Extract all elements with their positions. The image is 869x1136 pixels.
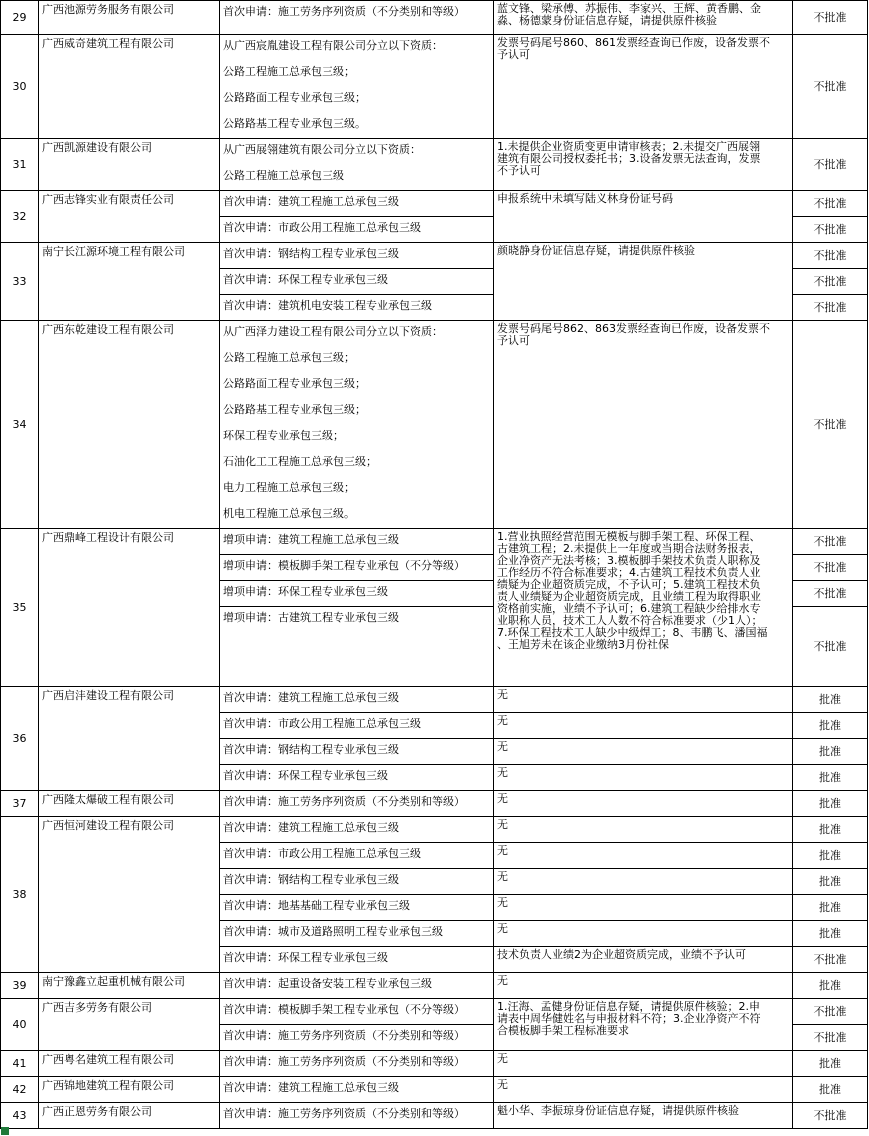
decision-text: 批准 <box>819 875 841 888</box>
application-item: 电力工程施工总承包三级； <box>223 481 355 494</box>
application-item: 首次申请：钢结构工程专业承包三级 <box>223 743 399 756</box>
decision-text: 批准 <box>819 927 841 940</box>
application-item: 首次申请：市政公用工程施工总承包三级 <box>223 717 421 730</box>
application-item: 首次申请：建筑工程施工总承包三级 <box>223 195 399 208</box>
review-result <box>493 190 793 243</box>
company-name-text: 南宁豫鑫立起重机械有限公司 <box>42 975 185 988</box>
company-name <box>38 1102 220 1129</box>
company-name-text: 广西威奇建筑工程有限公司 <box>42 37 174 50</box>
review-result <box>493 946 793 973</box>
row-number <box>0 790 39 817</box>
row-number-text: 38 <box>12 888 27 901</box>
decision-text: 批准 <box>819 1083 841 1096</box>
decision-cell <box>792 764 868 791</box>
decision-cell <box>792 920 868 947</box>
company-name-text: 广西粤名建筑工程有限公司 <box>42 1053 174 1066</box>
application-item: 首次申请：市政公用工程施工总承包三级 <box>223 221 421 234</box>
application-item: 首次申请：建筑机电安装工程专业承包三级 <box>223 299 432 312</box>
company-name <box>38 972 220 999</box>
review-result-line: 1.营业执照经营范围无模板与脚手架工程、环保工程、 <box>497 530 761 543</box>
application-item: 首次申请：施工劳务序列资质（不分类别和等级） <box>223 1055 465 1068</box>
company-name-text: 广西东乾建设工程有限公司 <box>42 323 174 336</box>
decision-text: 批准 <box>819 979 841 992</box>
company-name <box>38 528 220 687</box>
review-result <box>493 712 793 739</box>
company-name-text: 广西池源劳务服务有限公司 <box>42 3 174 16</box>
decision-text: 不批准 <box>813 587 847 600</box>
review-result-line: 1.未提供企业资质变更申请审核表；2.未提交广西展翎 <box>497 140 760 153</box>
decision-cell <box>792 1024 868 1051</box>
review-result-line: 魁小华、李振琼身份证信息存疑，请提供原件核验 <box>497 1104 739 1117</box>
decision-text: 批准 <box>819 771 841 784</box>
application-item-cell <box>219 580 494 607</box>
review-result-line: 予认可 <box>497 334 530 347</box>
application-item: 石油化工工程施工总承包三级； <box>223 455 377 468</box>
application-item-cell <box>219 528 494 555</box>
application-item-cell <box>219 712 494 739</box>
decision-text: 不批准 <box>813 1109 847 1122</box>
row-number-text: 33 <box>12 275 27 288</box>
row-number-text: 39 <box>12 979 27 992</box>
decision-cell <box>792 528 868 555</box>
company-name <box>38 34 220 139</box>
review-result-line: 申报系统中未填写陆义林身份证号码 <box>497 192 673 205</box>
row-number <box>0 686 39 791</box>
review-result-line: 古建筑工程；2.未提供上一年度或当期合法财务报表， <box>497 542 761 555</box>
decision-cell <box>792 712 868 739</box>
review-result <box>493 790 793 817</box>
row-number-text: 30 <box>12 80 27 93</box>
decision-cell <box>792 1076 868 1103</box>
decision-cell <box>792 894 868 921</box>
company-name-text: 广西正恩劳务有限公司 <box>42 1105 152 1118</box>
decision-text: 批准 <box>819 823 841 836</box>
decision-cell <box>792 606 868 687</box>
application-item-cell <box>219 946 494 973</box>
application-item: 首次申请：城市及道路照明工程专业承包三级 <box>223 925 443 938</box>
application-item: 首次申请：市政公用工程施工总承包三级 <box>223 847 421 860</box>
row-number <box>0 190 39 243</box>
application-item-cell <box>219 764 494 791</box>
decision-text: 批准 <box>819 745 841 758</box>
decision-cell <box>792 1050 868 1077</box>
application-item: 首次申请：施工劳务序列资质（不分类别和等级） <box>223 1029 465 1042</box>
review-result <box>493 972 793 999</box>
row-number-text: 42 <box>12 1083 27 1096</box>
application-item-cell <box>219 1102 494 1129</box>
decision-cell <box>792 294 868 321</box>
review-result-line: 请表中周华健姓名与申报材料不符；3.企业净资产不符 <box>497 1012 761 1025</box>
decision-cell <box>792 0 868 35</box>
review-result-line: 予认可 <box>497 48 530 61</box>
decision-cell <box>792 972 868 999</box>
review-result-line: 无 <box>497 844 508 857</box>
review-result-line: 不予认可 <box>497 164 541 177</box>
application-item: 公路工程施工总承包三级 <box>223 169 344 182</box>
decision-cell <box>792 868 868 895</box>
application-item: 首次申请：建筑工程施工总承包三级 <box>223 691 399 704</box>
decision-text: 不批准 <box>813 640 847 653</box>
company-name <box>38 998 220 1051</box>
decision-cell <box>792 138 868 191</box>
review-result-line: 无 <box>497 922 508 935</box>
review-result-line: 无 <box>497 688 508 701</box>
company-name <box>38 1050 220 1077</box>
row-number-text: 34 <box>12 418 27 431</box>
decision-text: 不批准 <box>813 953 847 966</box>
decision-text: 不批准 <box>813 1031 847 1044</box>
application-item: 公路路基工程专业承包三级； <box>223 403 366 416</box>
decision-cell <box>792 216 868 243</box>
application-item: 首次申请：钢结构工程专业承包三级 <box>223 247 399 260</box>
review-result-line: 蓝文锋、梁承傅、苏振伟、李家兴、王辉、黄香鹏、金 <box>497 2 761 15</box>
review-result <box>493 528 793 687</box>
application-item: 公路路面工程专业承包三级； <box>223 91 366 104</box>
row-number <box>0 972 39 999</box>
company-name <box>38 190 220 243</box>
decision-text: 不批准 <box>813 80 847 93</box>
review-result-line: 无 <box>497 974 508 987</box>
application-item: 首次申请：地基基础工程专业承包三级 <box>223 899 410 912</box>
review-result <box>493 816 793 843</box>
application-item-cell <box>219 790 494 817</box>
review-result <box>493 1102 793 1129</box>
company-name-text: 广西志锋实业有限责任公司 <box>42 193 174 206</box>
review-result <box>493 920 793 947</box>
review-result-line: 绩疑为企业超资质完成，不予认可；5.建筑工程技术负 <box>497 578 761 591</box>
row-number-text: 36 <box>12 732 27 745</box>
decision-cell <box>792 580 868 607</box>
application-item: 增项申请：建筑工程施工总承包三级 <box>223 533 399 546</box>
decision-text: 批准 <box>819 719 841 732</box>
application-item-cell <box>219 0 494 35</box>
decision-cell <box>792 686 868 713</box>
decision-cell <box>792 190 868 217</box>
application-item: 首次申请：模板脚手架工程专业承包（不分等级） <box>223 1003 465 1016</box>
review-result <box>493 686 793 713</box>
row-number <box>0 0 39 35</box>
sheet-corner-marker <box>1 1127 9 1135</box>
decision-text: 批准 <box>819 849 841 862</box>
application-item: 从广西宸胤建设工程有限公司分立以下资质： <box>223 39 443 52</box>
company-name-text: 广西鼎峰工程设计有限公司 <box>42 531 174 544</box>
review-result-line: 淼、杨德蒙身份证信息存疑，请提供原件核验 <box>497 14 717 27</box>
application-item: 增项申请：环保工程专业承包三级 <box>223 585 388 598</box>
row-number <box>0 998 39 1051</box>
decision-text: 批准 <box>819 693 841 706</box>
review-result-line: 企业净资产无法考核；3.模板脚手架技术负责人职称及 <box>497 554 761 567</box>
company-name <box>38 686 220 791</box>
review-result-line: 无 <box>497 818 508 831</box>
application-item-cell <box>219 920 494 947</box>
application-item-cell <box>219 294 494 321</box>
application-item-cell <box>219 894 494 921</box>
row-number-text: 40 <box>12 1018 27 1031</box>
application-items <box>219 320 494 529</box>
review-result-line: 发票号码尾号862、863发票经查询已作废，设备发票不 <box>497 322 770 335</box>
company-name-text: 广西隆太爆破工程有限公司 <box>42 793 174 806</box>
review-result-line: 1.汪海、孟健身份证信息存疑，请提供原件核验；2.申 <box>497 1000 760 1013</box>
row-number <box>0 528 39 687</box>
decision-text: 不批准 <box>813 561 847 574</box>
decision-text: 不批准 <box>813 418 847 431</box>
review-result-line: 无 <box>497 792 508 805</box>
decision-cell <box>792 946 868 973</box>
review-result-line: 颜晓静身份证信息存疑，请提供原件核验 <box>497 244 695 257</box>
row-number <box>0 1076 39 1103</box>
application-item-cell <box>219 686 494 713</box>
review-result-line: 无 <box>497 1078 508 1091</box>
decision-cell <box>792 268 868 295</box>
application-item: 首次申请：建筑工程施工总承包三级 <box>223 821 399 834</box>
decision-cell <box>792 34 868 139</box>
decision-cell <box>792 842 868 869</box>
company-name-text: 广西启沣建设工程有限公司 <box>42 689 174 702</box>
application-item: 首次申请：施工劳务序列资质（不分类别和等级） <box>223 1107 465 1120</box>
application-item-cell <box>219 216 494 243</box>
application-item-cell <box>219 554 494 581</box>
review-result-line: 7.环保工程技术工人缺少中级焊工；8、韦鹏飞、潘国福 <box>497 626 768 639</box>
review-result <box>493 842 793 869</box>
decision-text: 批准 <box>819 797 841 810</box>
row-number <box>0 816 39 973</box>
decision-text: 不批准 <box>813 535 847 548</box>
company-name <box>38 242 220 321</box>
review-result-line: 无 <box>497 714 508 727</box>
company-name-text: 广西恒河建设工程有限公司 <box>42 819 174 832</box>
decision-text: 不批准 <box>813 301 847 314</box>
decision-text: 不批准 <box>813 197 847 210</box>
company-name-text: 南宁长江源环境工程有限公司 <box>42 245 185 258</box>
application-item: 首次申请：环保工程专业承包三级 <box>223 951 388 964</box>
review-result-line: 发票号码尾号860、861发票经查询已作废，设备发票不 <box>497 36 770 49</box>
review-result <box>493 998 793 1051</box>
company-name <box>38 138 220 191</box>
review-result <box>493 320 793 529</box>
review-result-line: 、王旭芳未在该企业缴纳3月份社保 <box>497 638 669 651</box>
row-number <box>0 320 39 529</box>
decision-text: 批准 <box>819 901 841 914</box>
company-name <box>38 790 220 817</box>
application-item-cell <box>219 1050 494 1077</box>
application-item-cell <box>219 1076 494 1103</box>
application-item: 从广西展翎建筑有限公司分立以下资质： <box>223 143 421 156</box>
application-item: 首次申请：施工劳务序列资质（不分类别和等级） <box>223 795 465 808</box>
company-name <box>38 816 220 973</box>
decision-cell <box>792 816 868 843</box>
review-result-line: 无 <box>497 1052 508 1065</box>
company-name-text: 广西凯源建设有限公司 <box>42 141 152 154</box>
review-result-line: 技术负责人业绩2为企业超资质完成，业绩不予认可 <box>497 948 746 961</box>
application-item-cell <box>219 998 494 1025</box>
decision-text: 不批准 <box>813 11 847 24</box>
review-result <box>493 34 793 139</box>
review-result <box>493 138 793 191</box>
application-item-cell <box>219 972 494 999</box>
review-result-line: 无 <box>497 766 508 779</box>
row-number-text: 31 <box>12 158 27 171</box>
review-result-line: 无 <box>497 896 508 909</box>
decision-text: 不批准 <box>813 275 847 288</box>
review-result-line: 资格前实施，业绩不予认可；6.建筑工程缺少给排水专 <box>497 602 761 615</box>
review-result-line: 无 <box>497 870 508 883</box>
review-result-line: 业职称人员，技术工人人数不符合标准要求（少1人）； <box>497 614 763 627</box>
decision-text: 不批准 <box>813 158 847 171</box>
application-item-cell <box>219 190 494 217</box>
application-item-cell <box>219 738 494 765</box>
review-result-line: 合模板脚手架工程标准要求 <box>497 1024 629 1037</box>
decision-cell <box>792 554 868 581</box>
application-item: 机电工程施工总承包三级。 <box>223 507 355 520</box>
application-item: 首次申请：建筑工程施工总承包三级 <box>223 1081 399 1094</box>
application-item: 首次申请：环保工程专业承包三级 <box>223 273 388 286</box>
application-item-cell <box>219 1024 494 1051</box>
decision-text: 不批准 <box>813 223 847 236</box>
review-result <box>493 1050 793 1077</box>
row-number <box>0 242 39 321</box>
decision-text: 批准 <box>819 1057 841 1070</box>
application-item-cell <box>219 242 494 269</box>
company-name <box>38 1076 220 1103</box>
application-item: 公路工程施工总承包三级； <box>223 351 355 364</box>
review-result <box>493 894 793 921</box>
company-name-text: 广西吉多劳务有限公司 <box>42 1001 152 1014</box>
decision-cell <box>792 738 868 765</box>
row-number-text: 32 <box>12 210 27 223</box>
review-result <box>493 1076 793 1103</box>
decision-cell <box>792 1102 868 1129</box>
review-result-line: 工作经历不符合标准要求；4.古建筑工程技术负责人业 <box>497 566 761 579</box>
application-item-cell <box>219 606 494 687</box>
company-name <box>38 320 220 529</box>
application-item: 首次申请：起重设备安装工程专业承包三级 <box>223 977 432 990</box>
review-result-line: 无 <box>497 740 508 753</box>
row-number <box>0 138 39 191</box>
row-number-text: 35 <box>12 601 27 614</box>
row-number-text: 41 <box>12 1057 27 1070</box>
row-number-text: 29 <box>12 11 27 24</box>
review-result-line: 责人业绩疑为企业超资质完成，且业绩工程为取得职业 <box>497 590 761 603</box>
application-item-cell <box>219 268 494 295</box>
application-item: 首次申请：施工劳务序列资质（不分类别和等级） <box>223 5 465 18</box>
row-number <box>0 34 39 139</box>
review-result <box>493 764 793 791</box>
application-item: 从广西泽力建设工程有限公司分立以下资质： <box>223 325 443 338</box>
application-item: 增项申请：古建筑工程专业承包三级 <box>223 611 399 624</box>
decision-cell <box>792 242 868 269</box>
row-number <box>0 1102 39 1129</box>
application-item: 环保工程专业承包三级； <box>223 429 344 442</box>
application-item: 增项申请：模板脚手架工程专业承包（不分等级） <box>223 559 465 572</box>
decision-cell <box>792 320 868 529</box>
review-result <box>493 868 793 895</box>
review-result <box>493 738 793 765</box>
decision-text: 不批准 <box>813 249 847 262</box>
application-item: 首次申请：钢结构工程专业承包三级 <box>223 873 399 886</box>
application-item: 公路路基工程专业承包三级。 <box>223 117 366 130</box>
review-result <box>493 0 793 35</box>
application-items <box>219 138 494 191</box>
decision-cell <box>792 790 868 817</box>
company-name-text: 广西锦地建筑工程有限公司 <box>42 1079 174 1092</box>
application-item-cell <box>219 816 494 843</box>
decision-text: 不批准 <box>813 1005 847 1018</box>
application-items <box>219 34 494 139</box>
decision-cell <box>792 998 868 1025</box>
application-item-cell <box>219 868 494 895</box>
row-number-text: 37 <box>12 797 27 810</box>
application-item: 首次申请：环保工程专业承包三级 <box>223 769 388 782</box>
review-result <box>493 242 793 321</box>
row-number-text: 43 <box>12 1109 27 1122</box>
application-item-cell <box>219 842 494 869</box>
company-name <box>38 0 220 35</box>
application-item: 公路路面工程专业承包三级； <box>223 377 366 390</box>
application-item: 公路工程施工总承包三级； <box>223 65 355 78</box>
review-result-line: 建筑有限公司授权委托书；3.设备发票无法查询，发票 <box>497 152 761 165</box>
row-number <box>0 1050 39 1077</box>
